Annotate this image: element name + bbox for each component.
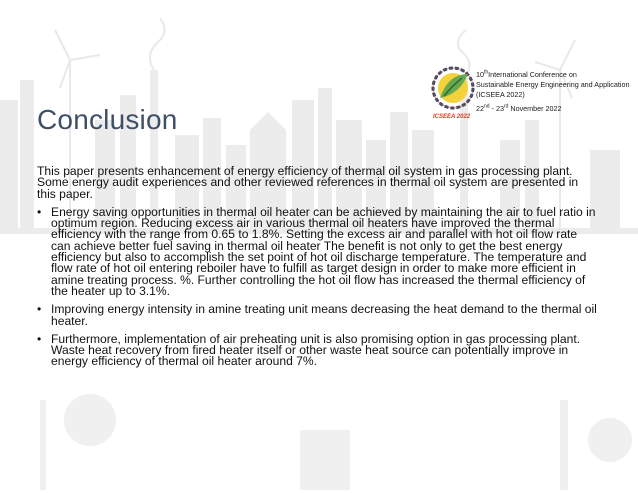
bullet-icon: • <box>37 204 42 219</box>
conference-line-2: Sustainable Energy Engineering and Application <box>476 79 630 89</box>
bullet-item <box>37 304 597 327</box>
conference-logo-icon <box>430 64 476 116</box>
bullet-text: Furthermore, implementation of air preheating unit is also promising option in gas processing plant. Waste heat recovery from fired heater itself or other waste heat source can potentially improve in energy efficiency of thermal oil heater around 7%. <box>51 331 581 369</box>
conference-line-3: (ICSEEA 2022) <box>476 89 525 99</box>
bullet-list <box>37 204 597 369</box>
bullet-icon: • <box>37 302 42 317</box>
bullet-item <box>37 204 597 298</box>
logo-caption: ICSEEA 2022 <box>433 114 471 120</box>
conference-info <box>476 70 638 114</box>
conference-line-1: 10thInternational Conference on <box>476 69 577 79</box>
bullet-icon: • <box>37 331 42 346</box>
slide-title: Conclusion <box>37 104 178 135</box>
bullet-text: Improving energy intensity in amine treating unit means decreasing the heat demand to the thermal oil heater. <box>51 302 597 328</box>
intro-paragraph: This paper presents enhancement of energy efficiency of thermal oil system in gas processing plant. Some energy audit experiences and other reviewed references in thermal oil system are presented in this paper. <box>37 164 579 201</box>
conference-dates: 22nd - 23rd November 2022 <box>476 104 562 114</box>
bullet-text: Energy saving opportunities in thermal oil heater can be achieved by maintaining the air to fuel ratio in optimum region. Reducing excess air in various thermal oil heaters have improved the thermal efficiency with the range from 0.65 to 1.8%. Setting the excess air and parallel with hot oil flow rate can achieve better fuel saving in thermal oil heater The benefit is not only to get the best energy efficiency but also to accomplish the set point of hot oil discharge temperature. The temperature and flow rate of hot oil entering reboiler have to fulfill as target design in order to make more efficient in amine treating process. %. Further controlling the hot oil flow has increased the thermal efficiency of the heater up to 3.1%. <box>51 204 596 298</box>
slide-body <box>37 166 597 375</box>
bullet-item <box>37 331 597 369</box>
